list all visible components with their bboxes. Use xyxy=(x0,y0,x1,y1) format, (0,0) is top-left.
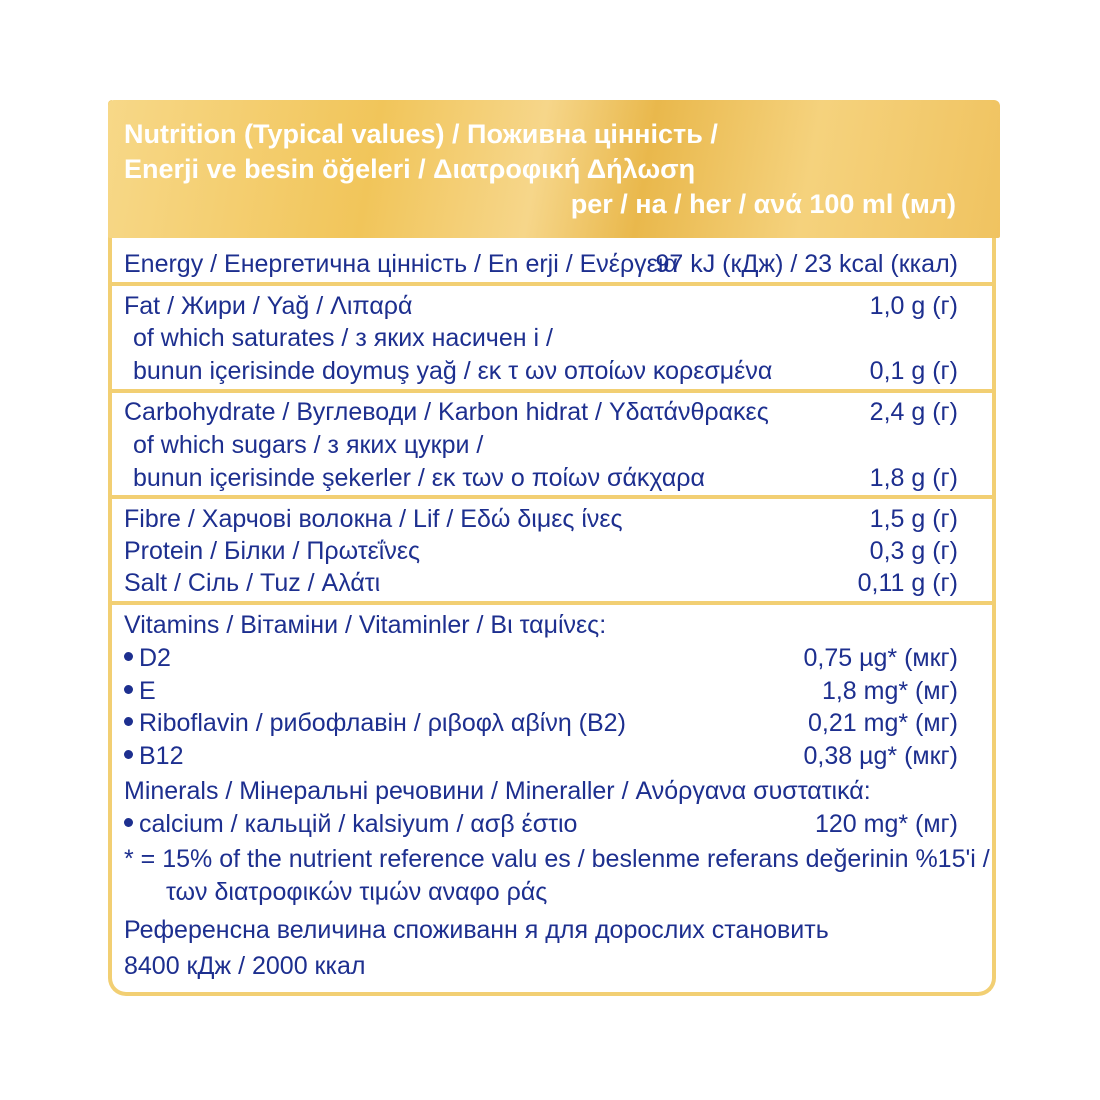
energy-label: Energy / Енергетична цінність / En erji / Ενέργεια xyxy=(124,250,678,278)
carbohydrate-value: 2,4 g (г) xyxy=(869,398,958,426)
minerals-heading-row xyxy=(124,775,958,808)
separator xyxy=(108,389,996,393)
vitamin-row xyxy=(124,675,958,708)
fat-row xyxy=(124,290,958,323)
sugars-value: 1,8 g (г) xyxy=(869,464,958,492)
fat-saturates-row-2 xyxy=(124,355,958,388)
vitamin-row xyxy=(124,740,958,773)
fibre-label: Fibre / Харчові волокна / Lif / Εδώ διμες ίνες xyxy=(124,505,623,533)
carbohydrate-label: Carbohydrate / Вуглеводи / Karbon hidrat / Υδατάνθρακες xyxy=(124,398,769,426)
vitamins-heading-row xyxy=(124,609,958,642)
fibre-value: 1,5 g (г) xyxy=(869,505,958,533)
vitamin-riboflavin-value: 0,21 mg* (мг) xyxy=(808,709,958,737)
carbohydrate-row xyxy=(124,396,958,429)
vitamin-b12-value: 0,38 µg* (мкг) xyxy=(803,742,958,770)
header-title: Nutrition (Typical values) / Поживна цінність / xyxy=(124,119,718,149)
vitamins-heading: Vitamins / Вітаміни / Vitaminler / Βι ταμίνες: xyxy=(124,611,607,639)
footnote-row-2 xyxy=(124,876,958,909)
reference-line-1: Референсна величина споживанн я для дорослих становить xyxy=(124,916,829,944)
header-per-100ml: per / на / her / ανά 100 ml (мл) xyxy=(570,189,956,219)
vitamin-d2-label: D2 xyxy=(124,642,171,675)
nutrition-header xyxy=(108,100,1000,238)
salt-label: Salt / Сіль / Tuz / Αλάτι xyxy=(124,569,381,597)
fat-value: 1,0 g (г) xyxy=(869,292,958,320)
reference-row xyxy=(124,914,958,947)
vitamin-b12-label: B12 xyxy=(124,740,183,773)
vitamin-e-label: E xyxy=(124,675,156,708)
protein-label: Protein / Білки / Πρωτεΐνες xyxy=(124,537,421,565)
separator xyxy=(108,282,996,286)
mineral-row xyxy=(124,808,958,841)
fat-label: Fat / Жири / Yağ / Λιπαρά xyxy=(124,292,413,320)
calcium-label: calcium / кальцій / kalsiyum / ασβ έστιο xyxy=(124,808,577,841)
reference-line-2: 8400 кДж / 2000 ккал xyxy=(124,952,366,980)
energy-row xyxy=(124,248,958,281)
fat-saturates-label-2: bunun içerisinde doymuş yağ / εκ τ ων οποίων κορεσμένα xyxy=(133,357,773,385)
header-subtitle: Enerji ve besin öğeleri / Διατροφική Δήλωση xyxy=(124,154,696,184)
fat-saturates-value: 0,1 g (г) xyxy=(869,357,958,385)
salt-row xyxy=(124,567,958,600)
footnote-line-1: * = 15% of the nutrient reference valu es / beslenme referans değerinin %15'i / xyxy=(124,845,990,873)
protein-row xyxy=(124,535,958,568)
sugars-label: of which sugars / з яких цукри / xyxy=(133,431,484,459)
calcium-value: 120 mg* (мг) xyxy=(814,810,958,838)
sugars-label-2: bunun içerisinde şekerler / εκ των ο ποίων σάκχαρα xyxy=(133,464,705,492)
salt-value: 0,11 g (г) xyxy=(857,569,958,597)
reference-row-2 xyxy=(124,950,958,983)
separator xyxy=(108,601,996,605)
footnote-row xyxy=(124,843,990,876)
energy-value: 97 kJ (кДж) / 23 kcal (ккал) xyxy=(655,250,958,278)
footnote-line-2: των διατροφικών τιμών αναφο ράς xyxy=(166,878,548,906)
protein-value: 0,3 g (г) xyxy=(869,537,958,565)
sugars-row-2 xyxy=(124,462,958,495)
fat-saturates-label: of which saturates / з яких насичен і / xyxy=(133,324,553,352)
fibre-row xyxy=(124,503,958,536)
vitamin-e-value: 1,8 mg* (мг) xyxy=(821,677,958,705)
vitamin-riboflavin-label: Riboflavin / рибофлавін / ριβοφλ αβίνη (B2) xyxy=(124,707,626,740)
sugars-row xyxy=(124,429,958,462)
vitamin-row xyxy=(124,642,958,675)
separator xyxy=(108,495,996,499)
vitamin-d2-value: 0,75 µg* (мкг) xyxy=(803,644,958,672)
minerals-heading: Minerals / Мінеральні речовини / Mineraller / Ανόργανα συστατικά: xyxy=(124,777,871,805)
fat-saturates-row xyxy=(124,322,958,355)
vitamin-row xyxy=(124,707,958,740)
